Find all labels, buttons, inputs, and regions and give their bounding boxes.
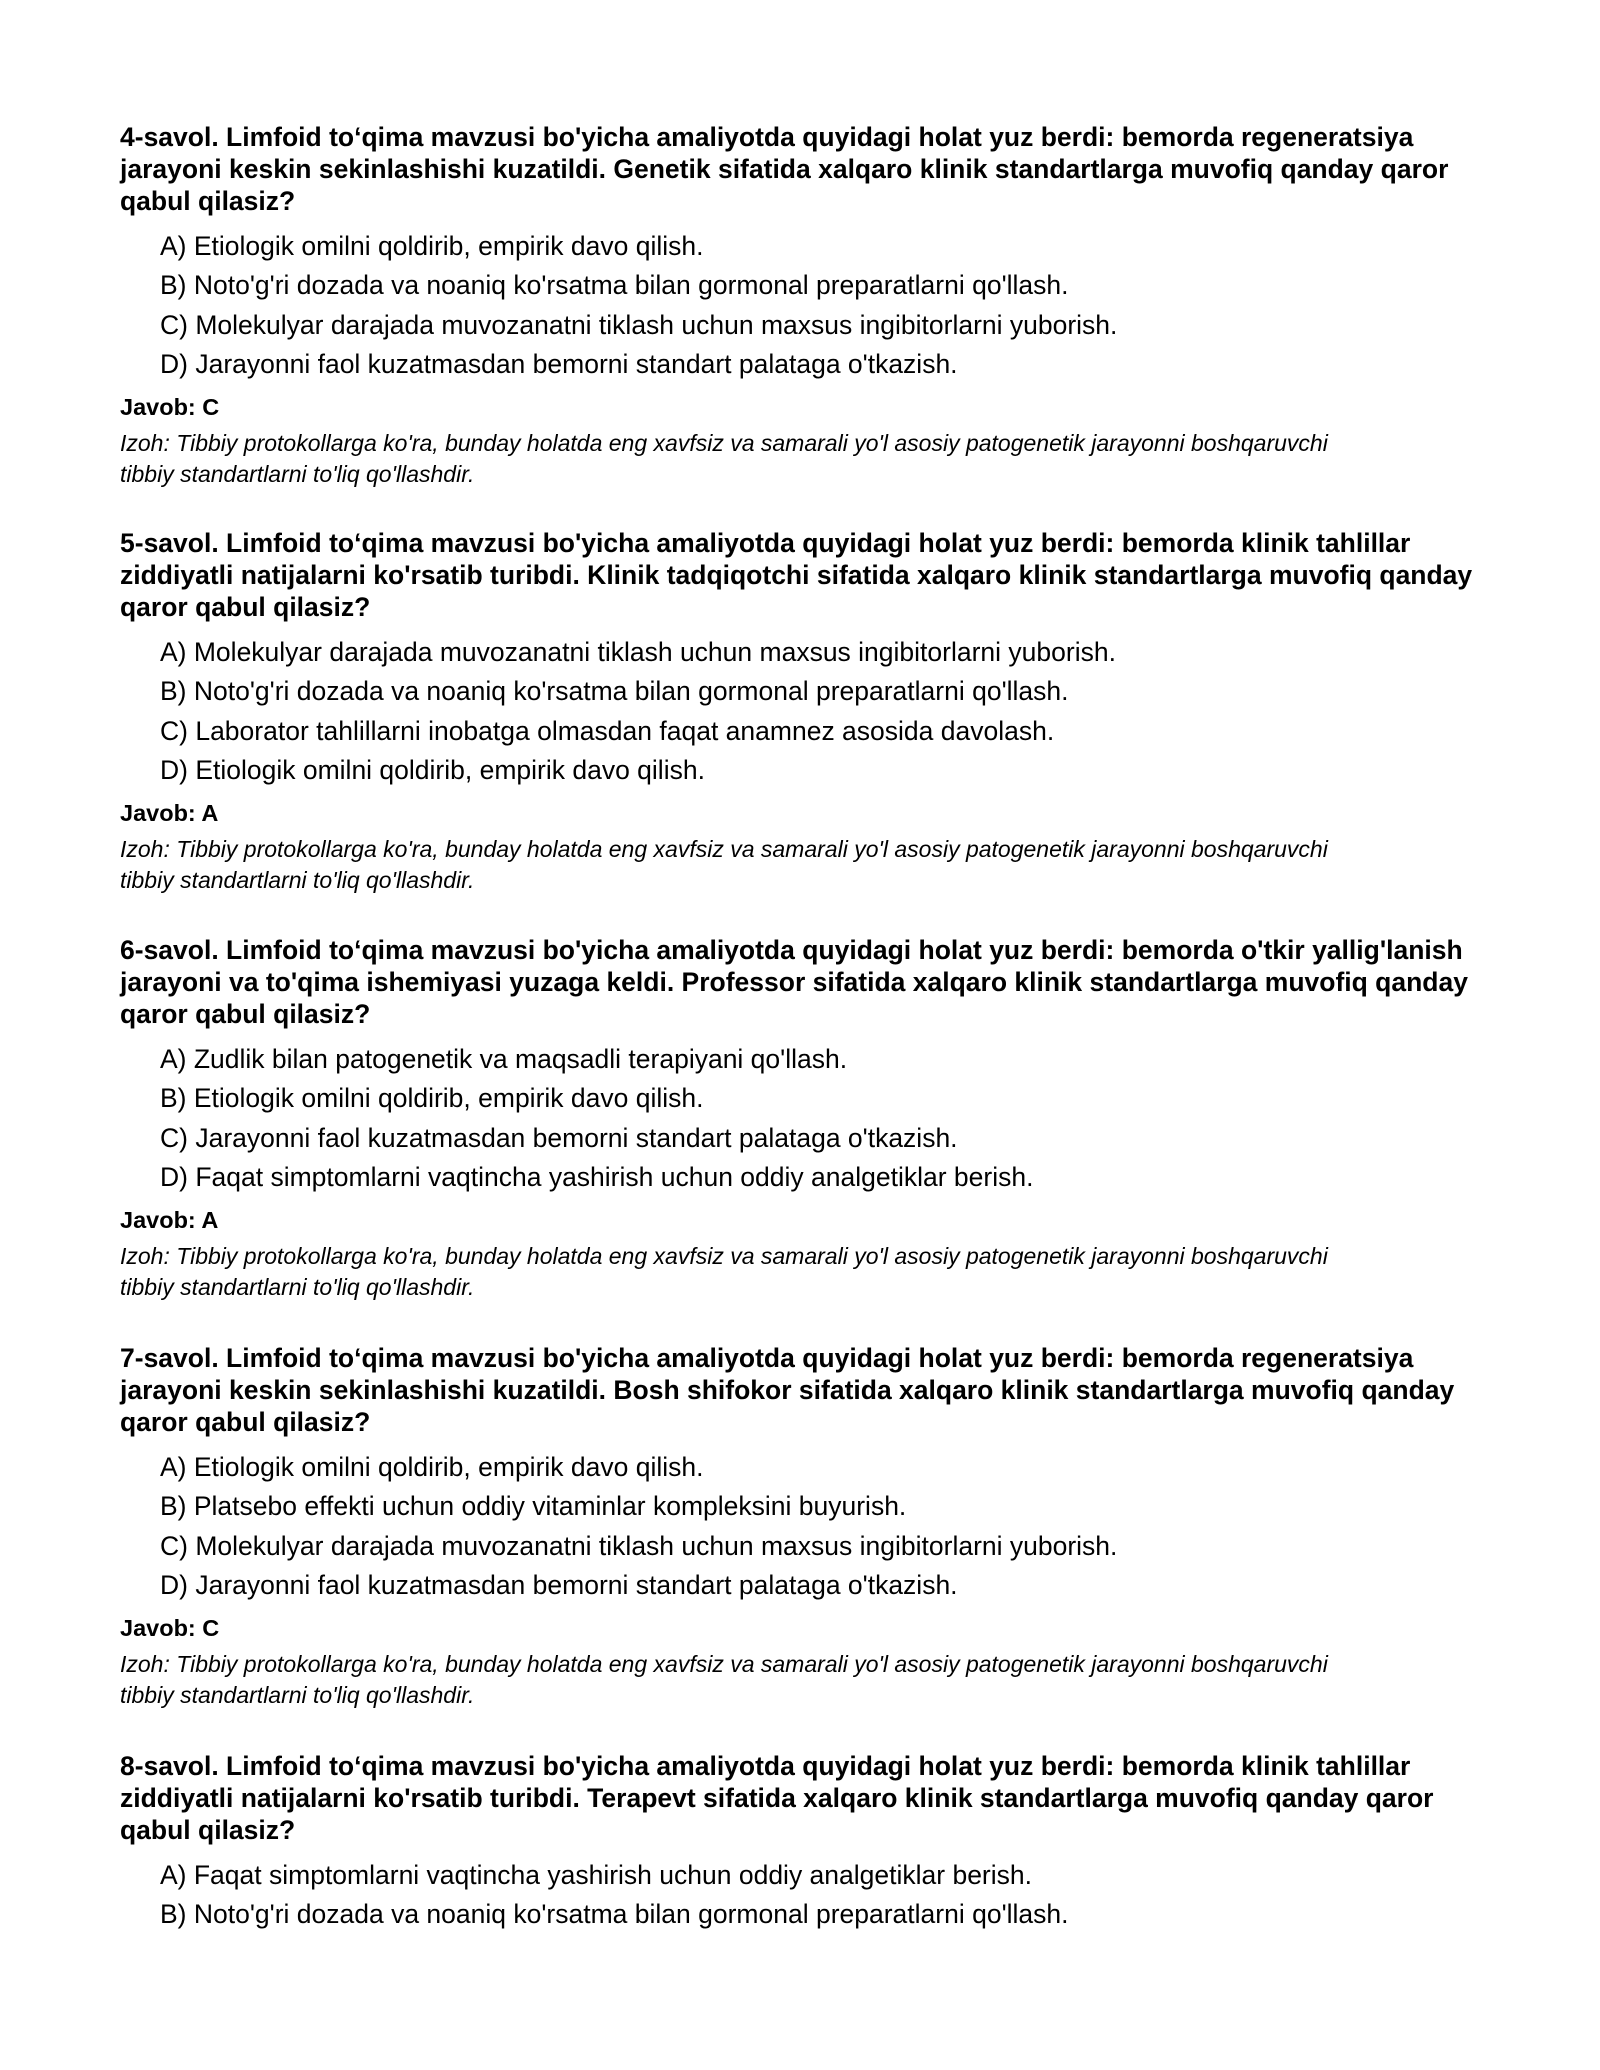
option-c: C) Laborator tahlillarni inobatga olmasdan faqat anamnez asosida davolash. [160, 715, 1055, 746]
option-d: D) Etiologik omilni qoldirib, empirik davo qilish. [160, 754, 705, 785]
answer-options [160, 1856, 1500, 1935]
question-block-4 [120, 121, 1500, 490]
question-block-6 [120, 934, 1500, 1303]
explanation-note: Izoh: Tibbiy protokollarga ko'ra, bunday holatda eng xavfsiz va samarali yo'l asosiy patogenetik jarayonni boshqaruvchi tibbiy standartlarni to'liq qo'llashdir. [120, 836, 1328, 894]
question-block-7 [120, 1342, 1500, 1711]
question-title: 7-savol. Limfoid to‘qima mavzusi bo'yicha amaliyotda quyidagi holat yuz berdi: bemorda regeneratsiya jarayoni keskin sekinlashishi kuzatildi. Bosh shifokor sifatida xalqaro klinik standartlarga muvofiq qanday qaror qabul qilasiz? [120, 1343, 1455, 1437]
option-a: A) Zudlik bilan patogenetik va maqsadli terapiyani qo'llash. [160, 1044, 848, 1074]
question-title: 8-savol. Limfoid to‘qima mavzusi bo'yicha amaliyotda quyidagi holat yuz berdi: bemorda klinik tahlillar ziddiyatli natijalarni ko'rsatib turibdi. Terapevt sifatida xalqaro klinik standartlarga muvofiq qanday qaror qabul qilasiz? [120, 1751, 1434, 1845]
option-c: C) Jarayonni faol kuzatmasdan bemorni standart palataga o'tkazish. [160, 1122, 958, 1153]
explanation-note: Izoh: Tibbiy protokollarga ko'ra, bunday holatda eng xavfsiz va samarali yo'l asosiy patogenetik jarayonni boshqaruvchi tibbiy standartlarni to'liq qo'llashdir. [120, 1243, 1328, 1301]
correct-answer: Javob: C [120, 394, 220, 421]
answer-options [160, 633, 1500, 790]
question-block-5 [120, 527, 1500, 896]
question-title: 6-savol. Limfoid to‘qima mavzusi bo'yicha amaliyotda quyidagi holat yuz berdi: bemorda o'tkir yallig'lanish jarayoni va to'qima ishemiyasi yuzaga keldi. Professor sifatida xalqaro klinik standartlarga muvofiq qanday qaror qabul qilasiz? [120, 935, 1468, 1029]
option-b: B) Noto'g'ri dozada va noaniq ko'rsatma bilan gormonal preparatlarni qo'llash. [160, 1899, 1069, 1930]
option-b: B) Noto'g'ri dozada va noaniq ko'rsatma bilan gormonal preparatlarni qo'llash. [160, 270, 1069, 301]
question-title: 5-savol. Limfoid to‘qima mavzusi bo'yicha amaliyotda quyidagi holat yuz berdi: bemorda klinik tahlillar ziddiyatli natijalarni ko'rsatib turibdi. Klinik tadqiqotchi sifatida xalqaro klinik standartlarga muvofiq qanday qaror qabul qilasiz? [120, 528, 1473, 622]
option-b: B) Noto'g'ri dozada va noaniq ko'rsatma bilan gormonal preparatlarni qo'llash. [160, 676, 1069, 707]
explanation-note: Izoh: Tibbiy protokollarga ko'ra, bunday holatda eng xavfsiz va samarali yo'l asosiy patogenetik jarayonni boshqaruvchi tibbiy standartlarni to'liq qo'llashdir. [120, 430, 1328, 488]
question-block-8 [120, 1750, 1500, 1935]
option-a: A) Molekulyar darajada muvozanatni tiklash uchun maxsus ingibitorlarni yuborish. [160, 637, 1116, 667]
option-b: B) Platsebo effekti uchun oddiy vitaminlar kompleksini buyurish. [160, 1491, 907, 1522]
option-b: B) Etiologik omilni qoldirib, empirik davo qilish. [160, 1083, 704, 1114]
correct-answer: Javob: A [120, 1207, 219, 1234]
option-a: A) Faqat simptomlarni vaqtincha yashirish uchun oddiy analgetiklar berish. [160, 1860, 1032, 1890]
option-c: C) Molekulyar darajada muvozanatni tiklash uchun maxsus ingibitorlarni yuborish. [160, 1530, 1118, 1561]
correct-answer: Javob: C [120, 1615, 220, 1642]
correct-answer: Javob: A [120, 800, 219, 827]
question-title: 4-savol. Limfoid to‘qima mavzusi bo'yicha amaliyotda quyidagi holat yuz berdi: bemorda regeneratsiya jarayoni keskin sekinlashishi kuzatildi. Genetik sifatida xalqaro klinik standartlarga muvofiq qanday qaror qabul qilasiz? [120, 122, 1449, 216]
option-a: A) Etiologik omilni qoldirib, empirik davo qilish. [160, 1452, 704, 1482]
option-d: D) Jarayonni faol kuzatmasdan bemorni standart palataga o'tkazish. [160, 1569, 958, 1600]
option-d: D) Faqat simptomlarni vaqtincha yashirish uchun oddiy analgetiklar berish. [160, 1161, 1034, 1192]
answer-options [160, 1448, 1500, 1605]
answer-options [160, 227, 1500, 384]
option-d: D) Jarayonni faol kuzatmasdan bemorni standart palataga o'tkazish. [160, 348, 958, 379]
option-c: C) Molekulyar darajada muvozanatni tiklash uchun maxsus ingibitorlarni yuborish. [160, 309, 1118, 340]
explanation-note: Izoh: Tibbiy protokollarga ko'ra, bunday holatda eng xavfsiz va samarali yo'l asosiy patogenetik jarayonni boshqaruvchi tibbiy standartlarni to'liq qo'llashdir. [120, 1651, 1328, 1709]
option-a: A) Etiologik omilni qoldirib, empirik davo qilish. [160, 231, 704, 261]
answer-options [160, 1040, 1500, 1197]
